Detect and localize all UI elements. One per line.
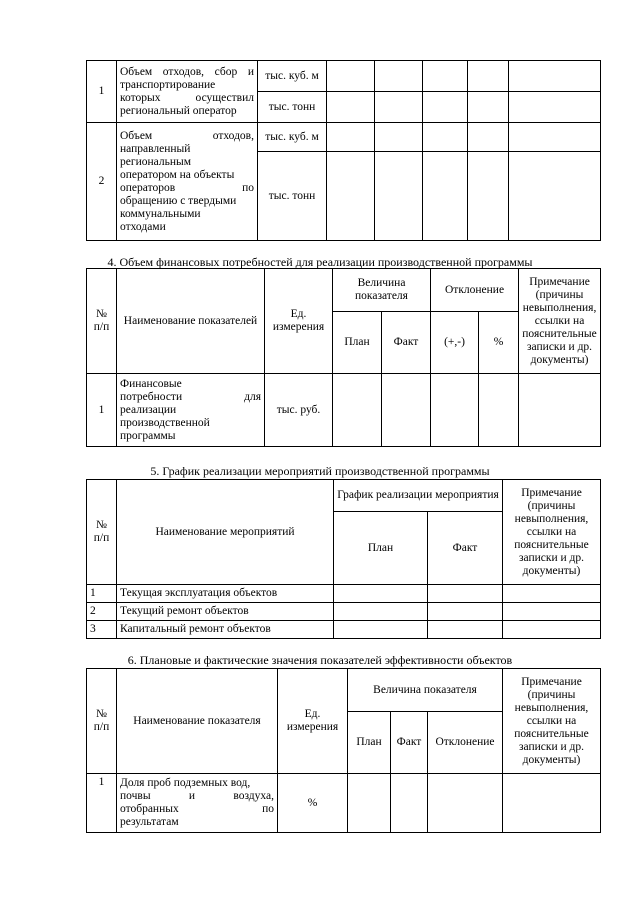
activity-name: Текущий ремонт объектов bbox=[117, 603, 334, 621]
empty-cell bbox=[503, 621, 601, 639]
empty-cell bbox=[334, 603, 428, 621]
row-number: 2 bbox=[87, 603, 117, 621]
empty-cell bbox=[334, 585, 428, 603]
empty-cell bbox=[503, 774, 601, 833]
empty-cell bbox=[333, 374, 382, 447]
header-name: Наименование мероприятий bbox=[117, 480, 334, 585]
table-row bbox=[87, 123, 601, 152]
header-percent: % bbox=[479, 312, 519, 374]
empty-cell bbox=[428, 774, 503, 833]
empty-cell bbox=[327, 123, 375, 152]
indicator-name bbox=[117, 774, 278, 833]
table-header-row bbox=[87, 269, 601, 312]
text-line: Объем отходов, bbox=[120, 129, 254, 142]
header-fact: Факт bbox=[391, 712, 428, 774]
empty-cell bbox=[375, 61, 423, 92]
header-note: Примечание (причины невыполнения, ссылки на пояснительные записки и др. документы) bbox=[503, 669, 601, 774]
indicator-name bbox=[117, 123, 258, 241]
empty-cell bbox=[423, 152, 468, 241]
empty-cell bbox=[375, 152, 423, 241]
indicator-name bbox=[117, 374, 265, 447]
text-line: Доля проб подземных вод, bbox=[120, 777, 251, 789]
empty-cell bbox=[503, 585, 601, 603]
header-deviation: Отклонение bbox=[431, 269, 519, 312]
unit-cell: тыс. куб. м bbox=[258, 123, 327, 152]
empty-cell bbox=[509, 152, 601, 241]
header-plan: План bbox=[333, 312, 382, 374]
empty-cell bbox=[334, 621, 428, 639]
header-value: Величина показателя bbox=[333, 269, 431, 312]
table-schedule bbox=[86, 479, 601, 639]
text-line: направленный bbox=[120, 142, 191, 155]
table-row bbox=[87, 603, 601, 621]
empty-cell bbox=[327, 92, 375, 123]
header-deviation: Отклонение bbox=[428, 712, 503, 774]
empty-cell bbox=[348, 774, 391, 833]
empty-cell bbox=[391, 774, 428, 833]
text-line: результатам bbox=[120, 816, 179, 828]
text-line: отходами bbox=[120, 220, 166, 233]
text-line: Финансовые bbox=[120, 377, 182, 390]
table-financial-needs bbox=[86, 268, 601, 447]
table-row bbox=[87, 621, 601, 639]
table-efficiency bbox=[86, 668, 601, 833]
empty-cell bbox=[428, 603, 503, 621]
table-header-row bbox=[87, 669, 601, 712]
empty-cell bbox=[468, 152, 509, 241]
table-row bbox=[87, 585, 601, 603]
empty-cell bbox=[509, 92, 601, 123]
text-line: транспортирование bbox=[120, 78, 216, 91]
header-note: Примечание (причины невыполнения, ссылки на пояснительные записки и др. документы) bbox=[519, 269, 601, 374]
text-line: Объем отходов, сбор и bbox=[120, 65, 254, 78]
row-number: 3 bbox=[87, 621, 117, 639]
header-name: Наименование показателя bbox=[117, 669, 278, 774]
empty-cell bbox=[428, 585, 503, 603]
header-name: Наименование показателей bbox=[117, 269, 265, 374]
text-line: региональным bbox=[120, 155, 191, 168]
empty-cell bbox=[431, 374, 479, 447]
text-line: реализации bbox=[120, 403, 177, 416]
text-line: потребности для bbox=[120, 390, 261, 403]
empty-cell bbox=[503, 603, 601, 621]
activity-name: Текущая эксплуатация объектов bbox=[117, 585, 334, 603]
unit-cell: тыс. тонн bbox=[258, 92, 327, 123]
header-fact: Факт bbox=[428, 512, 503, 585]
header-plan: План bbox=[348, 712, 391, 774]
text-line: которых осуществил bbox=[120, 91, 254, 104]
header-value: Величина показателя bbox=[348, 669, 503, 712]
table-header-row bbox=[87, 480, 601, 512]
text-line: коммунальными bbox=[120, 207, 201, 220]
text-line: программы bbox=[120, 429, 176, 442]
empty-cell bbox=[519, 374, 601, 447]
activity-name: Капитальный ремонт объектов bbox=[117, 621, 334, 639]
header-schedule: График реализации мероприятия bbox=[334, 480, 503, 512]
unit-cell: тыс. руб. bbox=[265, 374, 333, 447]
empty-cell bbox=[375, 123, 423, 152]
table-row bbox=[87, 774, 601, 833]
text-line: отобранных по bbox=[120, 803, 274, 815]
empty-cell bbox=[468, 123, 509, 152]
text-line: почвы и воздуха, bbox=[120, 790, 274, 802]
header-plan: План bbox=[334, 512, 428, 585]
row-number: 1 bbox=[87, 774, 117, 833]
header-unit: Ед. измерения bbox=[265, 269, 333, 374]
unit-cell: тыс. куб. м bbox=[258, 61, 327, 92]
table-row bbox=[87, 374, 601, 447]
text-line: операторов по bbox=[120, 181, 254, 194]
text-line: региональный оператор bbox=[120, 104, 237, 117]
indicator-name bbox=[117, 61, 258, 123]
header-num: № п/п bbox=[87, 269, 117, 374]
row-number: 1 bbox=[87, 585, 117, 603]
empty-cell bbox=[509, 61, 601, 92]
section-5-title: 5. График реализации мероприятий производственной программы bbox=[150, 464, 490, 478]
header-note: Примечание (причины невыполнения, ссылки на пояснительные записки и др. документы) bbox=[503, 480, 601, 585]
header-plusminus: (+,-) bbox=[431, 312, 479, 374]
empty-cell bbox=[382, 374, 431, 447]
empty-cell bbox=[468, 92, 509, 123]
row-number: 2 bbox=[87, 123, 117, 241]
empty-cell bbox=[423, 61, 468, 92]
section-6-title: 6. Плановые и фактические значения показателей эффективности объектов bbox=[127, 653, 513, 667]
empty-cell bbox=[423, 92, 468, 123]
empty-cell bbox=[375, 92, 423, 123]
empty-cell bbox=[509, 123, 601, 152]
row-number: 1 bbox=[87, 61, 117, 123]
row-number: 1 bbox=[87, 374, 117, 447]
empty-cell bbox=[423, 123, 468, 152]
empty-cell bbox=[327, 152, 375, 241]
empty-cell bbox=[468, 61, 509, 92]
empty-cell bbox=[428, 621, 503, 639]
header-num: № п/п bbox=[87, 669, 117, 774]
table-row bbox=[87, 61, 601, 92]
header-fact: Факт bbox=[382, 312, 431, 374]
section-4-title: 4. Объем финансовых потребностей для реализации производственной программы bbox=[107, 255, 533, 269]
header-num: № п/п bbox=[87, 480, 117, 585]
table-volumes-tail bbox=[86, 60, 601, 241]
header-unit: Ед. измерения bbox=[278, 669, 348, 774]
text-line: производственной bbox=[120, 416, 210, 429]
text-line: обращению с твердыми bbox=[120, 194, 237, 207]
empty-cell bbox=[479, 374, 519, 447]
unit-cell: % bbox=[278, 774, 348, 833]
unit-cell: тыс. тонн bbox=[258, 152, 327, 241]
empty-cell bbox=[327, 61, 375, 92]
text-line: оператором на объекты bbox=[120, 168, 235, 181]
